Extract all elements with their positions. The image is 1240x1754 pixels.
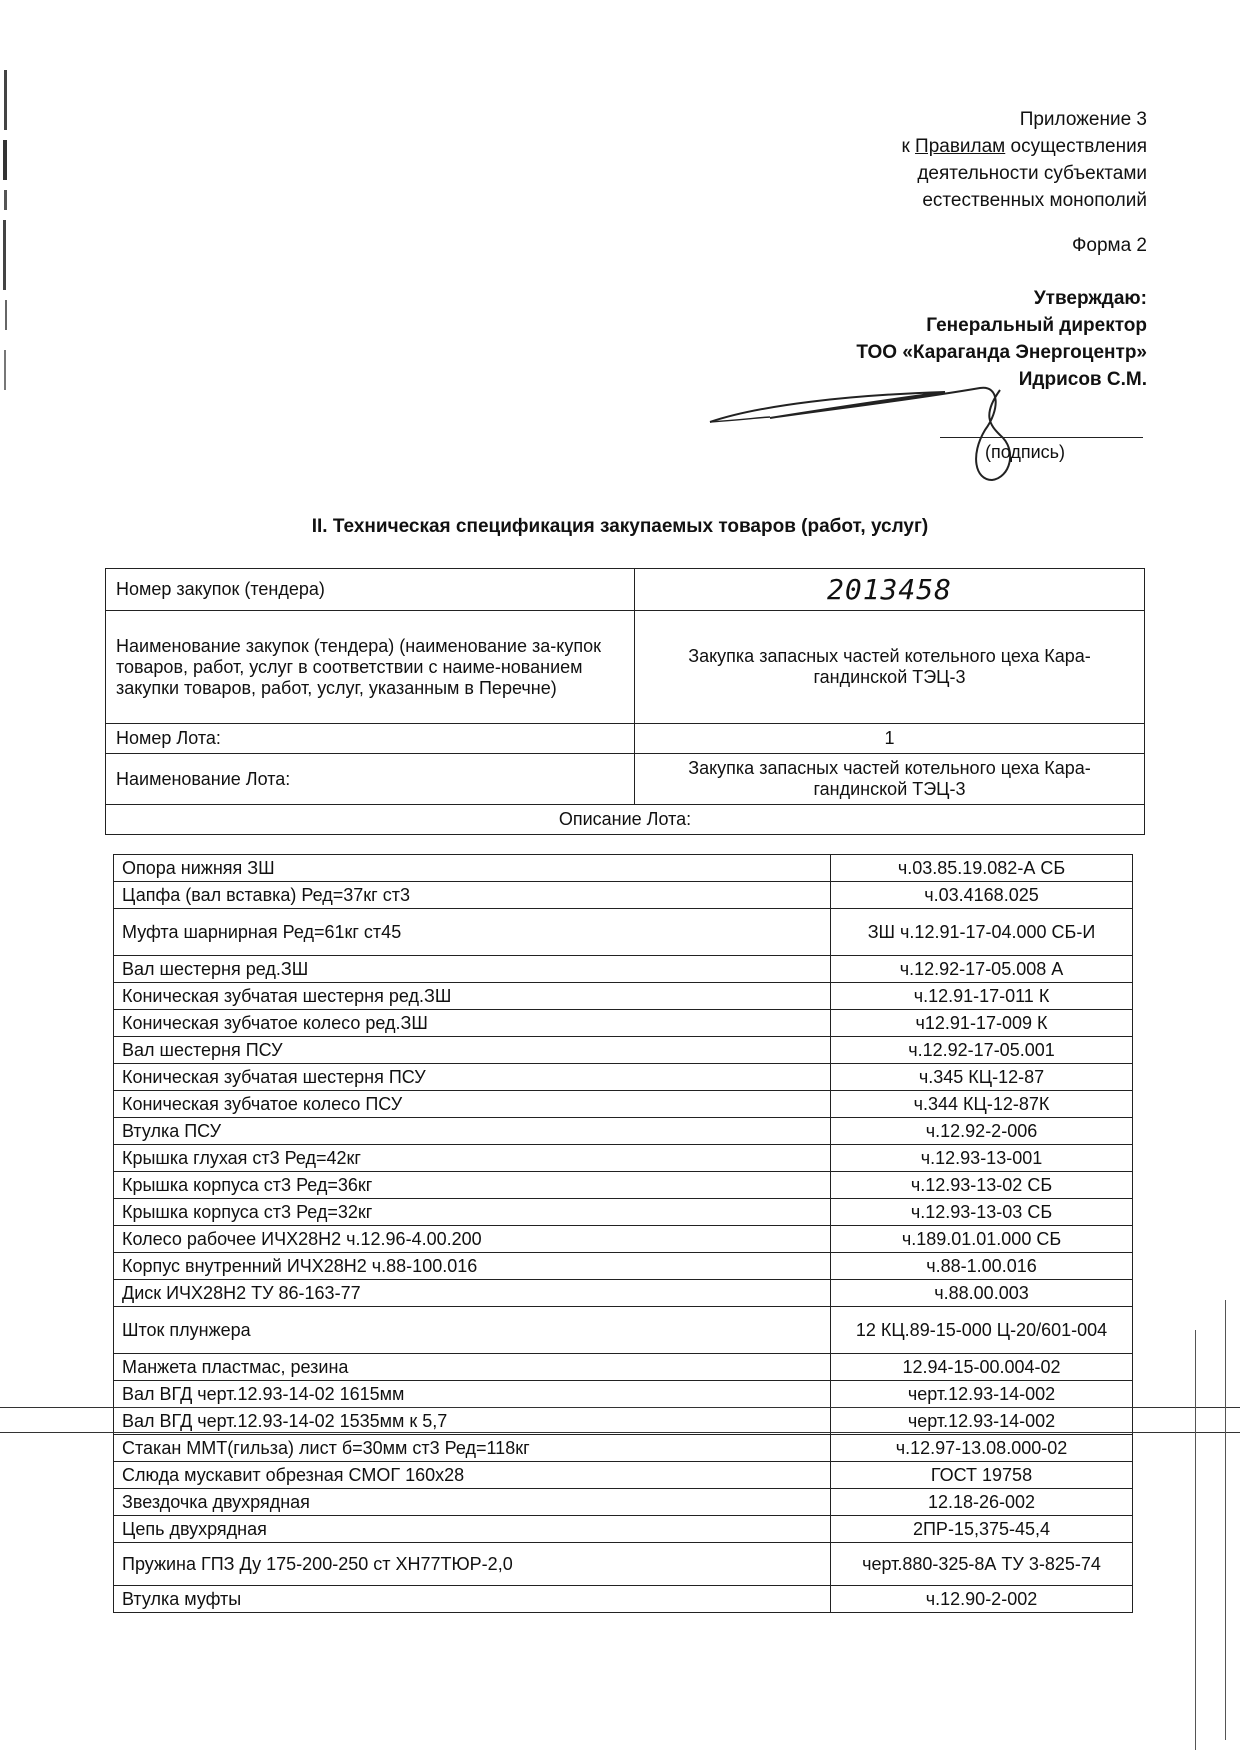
lot-description-label: Описание Лота:: [106, 805, 1145, 835]
item-drawing-code: 12.18-26-002: [831, 1489, 1133, 1516]
tender-name-value: Закупка запасных частей котельного цеха Кара-гандинской ТЭЦ-3: [635, 611, 1145, 724]
handwritten-signature: [700, 370, 1060, 500]
item-drawing-code: ч.12.93-13-001: [831, 1145, 1133, 1172]
item-name: Крышка корпуса ст3 Ред=36кг: [114, 1172, 831, 1199]
item-name: Втулка ПСУ: [114, 1118, 831, 1145]
tender-name-label: Наименование закупок (тендера) (наименование за-купок товаров, работ, услуг в соответствии с наиме-нованием закупки товаров, работ, услуг, указанным в Перечне): [106, 611, 635, 724]
item-drawing-code: ч.12.97-13.08.000-02: [831, 1435, 1133, 1462]
item-drawing-code: ч12.91-17-009 К: [831, 1010, 1133, 1037]
item-drawing-code: ч.03.85.19.082-А СБ: [831, 855, 1133, 882]
appendix-line4: естественных монополий: [922, 190, 1147, 211]
items-table-body: [114, 855, 1133, 1613]
item-drawing-code: ч.345 КЦ-12-87: [831, 1064, 1133, 1091]
item-drawing-code: ч.12.92-17-05.008 А: [831, 956, 1133, 983]
item-row: [114, 1586, 1133, 1613]
item-name: Вал ВГД черт.12.93-14-02 1615мм: [114, 1381, 831, 1408]
item-name: Муфта шарнирная Ред=61кг ст45: [114, 909, 831, 956]
item-name: Коническая зубчатая шестерня ред.ЗШ: [114, 983, 831, 1010]
item-name: Вал шестерня ред.ЗШ: [114, 956, 831, 983]
item-row: [114, 1307, 1133, 1354]
item-row: [114, 1172, 1133, 1199]
item-drawing-code: 2ПР-15,375-45,4: [831, 1516, 1133, 1543]
item-row: [114, 1543, 1133, 1586]
document-title: II. Техническая спецификация закупаемых товаров (работ, услуг): [311, 516, 929, 537]
strike-line-top: [0, 1407, 1240, 1408]
item-drawing-code: ч.88.00.003: [831, 1280, 1133, 1307]
item-name: Колесо рабочее ИЧХ28Н2 ч.12.96-4.00.200: [114, 1226, 831, 1253]
approval-title: Утверждаю:: [1033, 288, 1147, 309]
item-drawing-code: 12.94-15-00.004-02: [831, 1354, 1133, 1381]
rules-link[interactable]: Правилам: [915, 136, 1006, 157]
item-name: Вал шестерня ПСУ: [114, 1037, 831, 1064]
item-drawing-code: ч.344 КЦ-12-87К: [831, 1091, 1133, 1118]
item-name: Слюда мускавит обрезная СМОГ 160х28: [114, 1462, 831, 1489]
item-name: Шток плунжера: [114, 1307, 831, 1354]
item-row: [114, 1381, 1133, 1408]
item-drawing-code: ч.03.4168.025: [831, 882, 1133, 909]
item-drawing-code: черт.12.93-14-002: [831, 1381, 1133, 1408]
item-name: Цапфа (вал вставка) Ред=37кг ст3: [114, 882, 831, 909]
approval-person: Идрисов С.М.: [1018, 369, 1147, 390]
items-table: [113, 854, 1133, 1613]
item-drawing-code: ч.189.01.01.000 СБ: [831, 1226, 1133, 1253]
item-row: [114, 1354, 1133, 1381]
lot-number-label: Номер Лота:: [106, 724, 635, 754]
item-name: Звездочка двухрядная: [114, 1489, 831, 1516]
lot-name-label: Наименование Лота:: [106, 754, 635, 805]
item-name: Цепь двухрядная: [114, 1516, 831, 1543]
item-name: Вал ВГД черт.12.93-14-02 1535мм к 5,7: [114, 1408, 831, 1435]
item-name: Пружина ГПЗ Ду 175-200-250 ст ХН77ТЮР-2,0: [114, 1543, 831, 1586]
rules-suffix: осуществления: [1005, 136, 1147, 157]
item-row: [114, 1118, 1133, 1145]
item-row: [114, 1091, 1133, 1118]
tender-name-row: [106, 611, 1145, 724]
item-drawing-code: ч.12.92-17-05.001: [831, 1037, 1133, 1064]
item-row: [114, 909, 1133, 956]
item-row: [114, 855, 1133, 882]
item-drawing-code: ч.12.93-13-02 СБ: [831, 1172, 1133, 1199]
item-drawing-code: ч.88-1.00.016: [831, 1253, 1133, 1280]
item-row: [114, 1489, 1133, 1516]
form-number: Форма 2: [1071, 235, 1147, 256]
appendix-header: [901, 106, 1147, 214]
right-margin-line: [1195, 1330, 1196, 1750]
tender-info-table: [105, 568, 1145, 835]
item-name: Коническая зубчатое колесо ред.ЗШ: [114, 1010, 831, 1037]
tender-number-value: [635, 569, 1145, 611]
strike-line-bottom: [0, 1432, 1240, 1433]
item-drawing-code: ГОСТ 19758: [831, 1462, 1133, 1489]
item-row: [114, 1408, 1133, 1435]
signature-caption: (подпись): [985, 442, 1066, 462]
item-name: Втулка муфты: [114, 1586, 831, 1613]
item-row: [114, 1462, 1133, 1489]
item-name: Стакан ММТ(гильза) лист б=30мм ст3 Ред=118кг: [114, 1435, 831, 1462]
item-drawing-code: черт.12.93-14-002: [831, 1408, 1133, 1435]
tender-number-row: [106, 569, 1145, 611]
item-row: [114, 1064, 1133, 1091]
tender-number-label: Номер закупок (тендера): [106, 569, 635, 611]
item-row: [114, 882, 1133, 909]
item-drawing-code: ч.12.92-2-006: [831, 1118, 1133, 1145]
item-name: Диск ИЧХ28Н2 ТУ 86-163-77: [114, 1280, 831, 1307]
item-name: Крышка глухая ст3 Ред=42кг: [114, 1145, 831, 1172]
item-drawing-code: ч.12.91-17-011 К: [831, 983, 1133, 1010]
lot-name-value: Закупка запасных частей котельного цеха Кара-гандинской ТЭЦ-3: [635, 754, 1145, 805]
lot-name-row: [106, 754, 1145, 805]
item-row: [114, 956, 1133, 983]
item-name: Крышка корпуса ст3 Ред=32кг: [114, 1199, 831, 1226]
item-drawing-code: ч.12.90-2-002: [831, 1586, 1133, 1613]
item-drawing-code: черт.880-325-8А ТУ 3-825-74: [831, 1543, 1133, 1586]
item-row: [114, 1199, 1133, 1226]
item-name: Опора нижняя ЗШ: [114, 855, 831, 882]
approval-position: Генеральный директор: [926, 315, 1147, 336]
approval-company: ТОО «Караганда Энергоцентр»: [856, 342, 1147, 363]
item-row: [114, 1010, 1133, 1037]
item-row: [114, 1226, 1133, 1253]
item-name: Корпус внутренний ИЧХ28Н2 ч.88-100.016: [114, 1253, 831, 1280]
appendix-rules-line: [901, 133, 1147, 160]
item-name: Коническая зубчатая шестерня ПСУ: [114, 1064, 831, 1091]
right-margin-line-2: [1225, 1300, 1226, 1740]
lot-description-row: [106, 805, 1145, 835]
item-row: [114, 1516, 1133, 1543]
tender-number-handwritten: 2013458: [826, 573, 952, 606]
item-row: [114, 1435, 1133, 1462]
appendix-line3: деятельности субъектами: [917, 163, 1147, 184]
appendix-number: Приложение 3: [1019, 109, 1147, 130]
item-name: Манжета пластмас, резина: [114, 1354, 831, 1381]
rules-prefix: к: [901, 136, 916, 157]
item-drawing-code: ЗШ ч.12.91-17-04.000 СБ-И: [831, 909, 1133, 956]
item-row: [114, 1037, 1133, 1064]
item-drawing-code: 12 КЦ.89-15-000 Ц-20/601-004: [831, 1307, 1133, 1354]
item-row: [114, 1253, 1133, 1280]
item-drawing-code: ч.12.93-13-03 СБ: [831, 1199, 1133, 1226]
scan-edge-marks: [2, 60, 12, 400]
item-row: [114, 1280, 1133, 1307]
item-row: [114, 983, 1133, 1010]
item-row: [114, 1145, 1133, 1172]
item-name: Коническая зубчатое колесо ПСУ: [114, 1091, 831, 1118]
lot-number-row: [106, 724, 1145, 754]
lot-number-value: 1: [635, 724, 1145, 754]
signature-line: [940, 437, 1143, 438]
